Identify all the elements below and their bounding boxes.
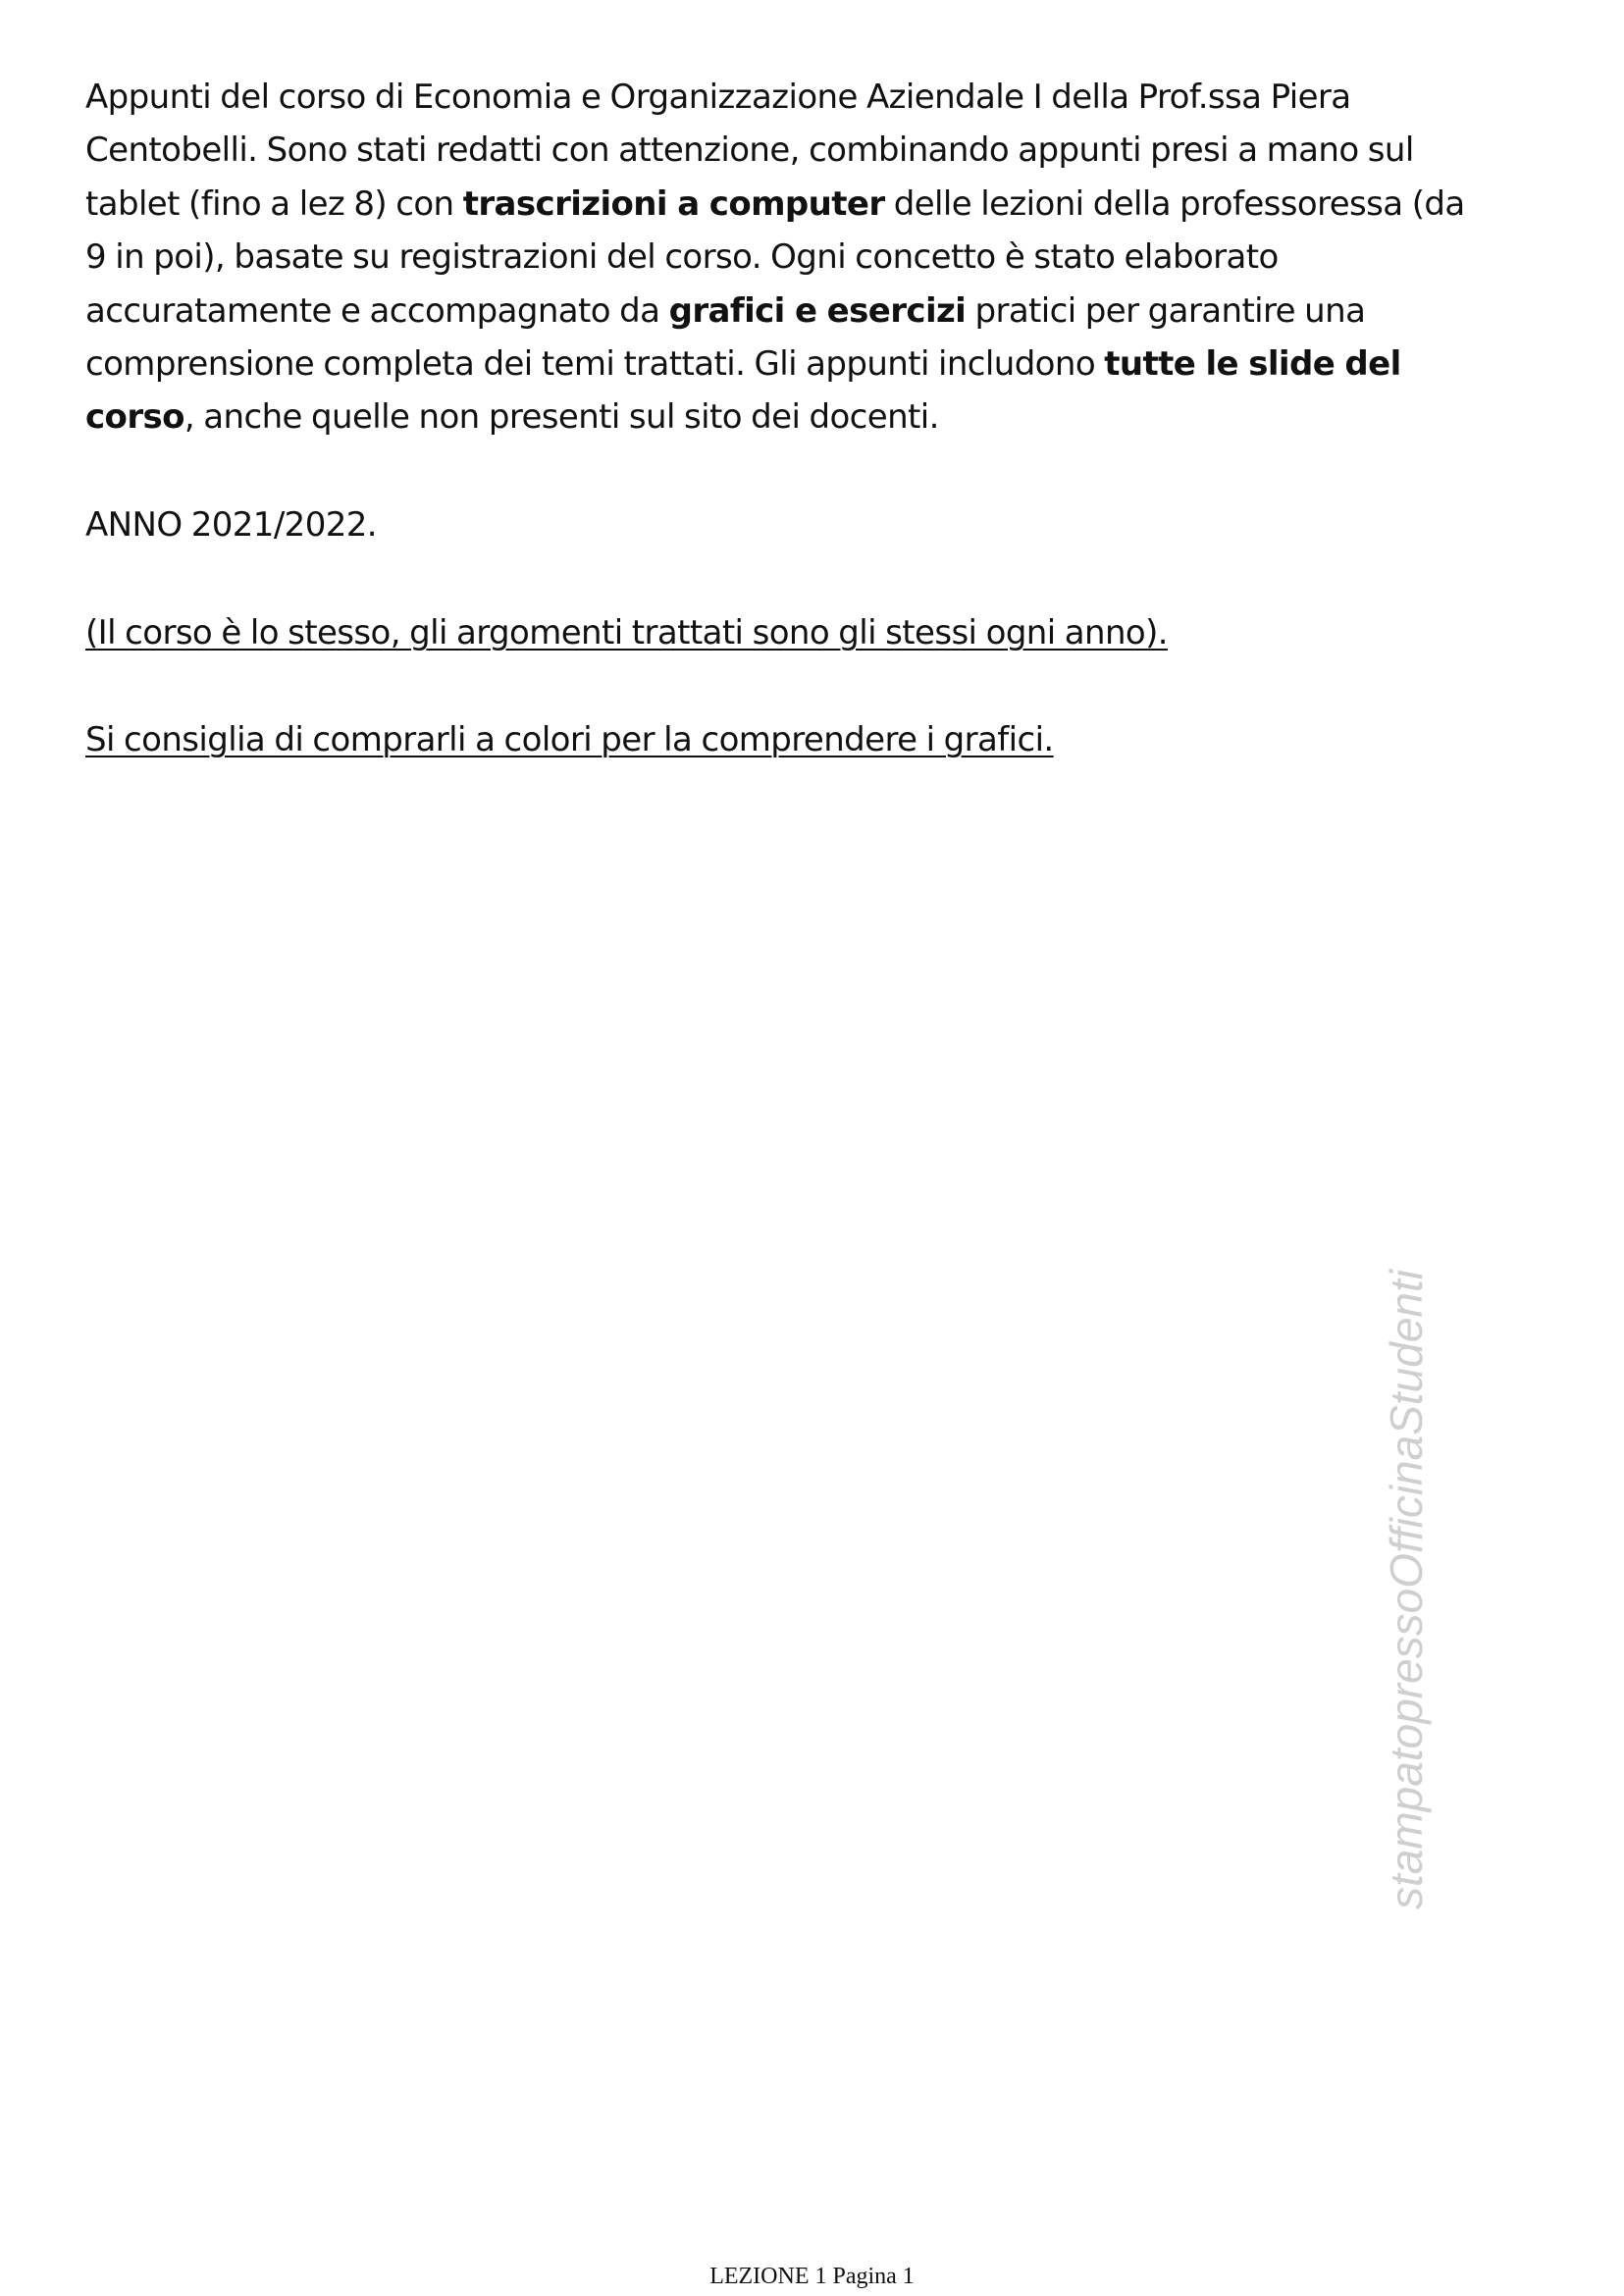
intro-paragraph — [85, 71, 1587, 444]
text-run: delle lezioni della professoressa (da — [884, 183, 1465, 224]
course-note: (Il corso è lo stesso, gli argomenti trattati sono gli stessi ogni anno). — [85, 613, 1169, 652]
bold-text-run: tutte le slide del — [1104, 344, 1401, 385]
intro-line — [85, 124, 1587, 177]
watermark-text: stampatopressoOfficinaStudenti — [1381, 1269, 1432, 1910]
intro-line — [85, 71, 1587, 124]
intro-line — [85, 178, 1587, 231]
intro-line — [85, 338, 1587, 391]
bold-text-run: grafici e esercizi — [668, 290, 967, 331]
intro-line — [85, 391, 1587, 444]
text-run: , anche quelle non presenti sul sito dei docenti. — [183, 397, 939, 438]
intro-line — [85, 285, 1587, 338]
page-footer: LEZIONE 1 Pagina 1 — [709, 2264, 915, 2289]
text-run: 9 in poi), basate su registrazioni del corso. Ogni concetto è stato elaborato — [85, 237, 1279, 278]
bold-text-run: trascrizioni a computer — [462, 183, 885, 224]
text-run: comprensione completa dei temi trattati. Gli appunti includono — [85, 344, 1105, 385]
intro-line — [85, 231, 1587, 284]
text-run: Centobelli. Sono stati redatti con attenzione, combinando appunti presi a mano sul — [85, 130, 1414, 171]
text-run: accuratamente e accompagnato da — [85, 290, 669, 331]
watermark-container — [1382, 1168, 1431, 2011]
bold-text-run: corso — [85, 397, 184, 438]
color-print-note: Si consiglia di comprarli a colori per la comprendere i grafici. — [85, 720, 1054, 759]
text-run: tablet (fino a lez 8) con — [85, 183, 463, 224]
text-run: pratici per garantire una — [966, 290, 1366, 331]
academic-year: ANNO 2021/2022. — [85, 505, 378, 545]
text-run: Appunti del corso di Economia e Organizzazione Aziendale I della Prof.ssa Piera — [85, 78, 1351, 117]
